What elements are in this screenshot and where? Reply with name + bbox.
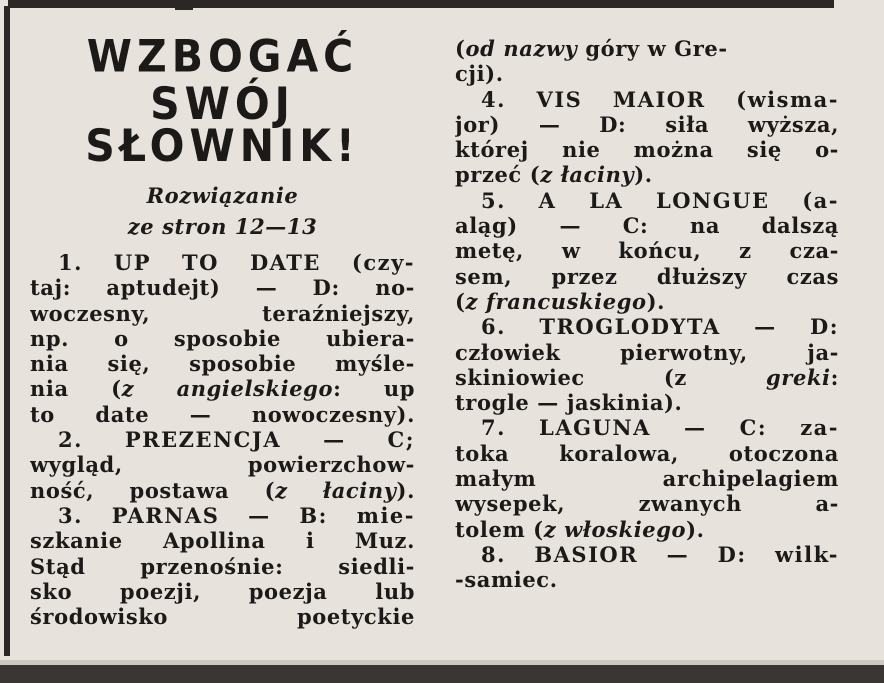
text-run: ( <box>455 36 466 61</box>
entry-3-text-line: środowisko poetyckie <box>30 604 415 630</box>
entry-5-text-line <box>455 289 839 314</box>
language-origin: z łaciny <box>275 477 397 503</box>
left-border-rule <box>4 6 10 656</box>
entry-5-text-line: sem, przez dłuższy czas <box>455 263 839 289</box>
text-run: ). <box>634 162 653 188</box>
language-origin: z francuskiego <box>465 288 647 314</box>
text-run: przeć ( <box>455 162 541 188</box>
text-run: ność, postawa ( <box>30 477 276 503</box>
entry-1-heading-line: 1. UP TO DATE (czy- <box>58 250 415 275</box>
entry-3-text-line: sko poezji, poezja lub <box>30 578 415 604</box>
entry-4-text-line <box>455 162 839 187</box>
text-run: : up <box>333 376 415 402</box>
text-run: : <box>830 364 839 390</box>
left-column <box>30 30 415 630</box>
entry-6-heading-line: 6. TROGLODYTA — D: <box>481 314 839 340</box>
entry-2-text-line <box>30 478 415 503</box>
text-run: ). <box>646 288 666 314</box>
entry-8-heading-line: 8. BASIOR — D: wilk- <box>481 541 839 567</box>
bottom-edge <box>0 665 884 683</box>
entry-5-text-line: metę, w końcu, z cza- <box>455 238 839 264</box>
entry-5-text-line: aląg) — C: na dalszą <box>455 213 839 239</box>
entry-1-text-line: to date — nowoczesny). <box>30 401 415 427</box>
entry-3-text-line: Stąd przenośnie: siedli- <box>30 553 415 579</box>
text-run: tolem ( <box>455 516 544 542</box>
language-origin: greki <box>766 364 831 390</box>
entry-6-text-line <box>455 365 839 390</box>
origin-note: od nazwy <box>465 36 578 61</box>
entry-1-text-line: np. o sposobie ubiera- <box>30 325 415 351</box>
entry-4-text-line: której nie można się o- <box>455 137 839 163</box>
entry-7-text-line: toka koralowa, otoczona <box>455 440 839 466</box>
text-run: góry w Gre- <box>577 36 728 61</box>
language-origin: z angielskiego <box>121 376 334 402</box>
entry-7-heading-line: 7. LAGUNA — C: za- <box>481 415 839 441</box>
entry-2-text-line: wygląd, powierzchow- <box>30 452 415 478</box>
entry-1-text-line: woczesny, teraźniejszy, <box>30 300 415 326</box>
text-run: ). <box>396 477 415 503</box>
subtitle-line-2: ze stron 12—13 <box>127 214 318 239</box>
subtitle-line-1: Rozwiązanie <box>146 183 299 208</box>
entry-8-text-line: -samiec. <box>455 567 558 593</box>
entry-3-text-line <box>455 36 839 61</box>
text-run: ( <box>455 288 466 314</box>
entry-7-text-line: małym archipelagiem <box>455 466 839 492</box>
text-run: ). <box>686 516 705 542</box>
entry-4-heading-line: 4. VIS MAIOR (wisma- <box>481 86 839 112</box>
language-origin: z włoskiego <box>543 516 687 542</box>
entry-1-text-line <box>30 376 415 401</box>
entry-7-text-line <box>455 517 839 542</box>
entry-5-heading-line: 5. A LA LONGUE (a- <box>481 187 839 213</box>
top-border-rule <box>8 0 834 8</box>
entry-4-text-line: jor) — D: siła wyższa, <box>455 111 839 137</box>
entry-7-text-line: wysepek, zwanych a- <box>455 491 839 517</box>
entry-2-heading-line: 2. PREZENCJA — C; <box>58 427 415 453</box>
entry-3-heading-line: 3. PARNAS — B: mie- <box>58 502 415 528</box>
text-run: nia ( <box>30 376 122 402</box>
entry-6-text-line: trogle — jaskinia). <box>455 390 683 416</box>
top-border-notch <box>175 0 193 10</box>
article-title-line-1: WZBOGAĆ SWÓJ <box>86 30 359 130</box>
entry-6-text-line: człowiek pierwotny, ja- <box>455 339 839 365</box>
entry-3-text-line: szkanie Apollina i Muz. <box>30 528 415 554</box>
article-title-line-2: SŁOWNIK! <box>85 120 360 172</box>
entry-3-text-line: cji). <box>455 61 504 87</box>
entry-1-text-line: taj: aptudejt) — D: no- <box>30 275 415 301</box>
right-column <box>455 36 839 593</box>
entry-1-text-line: nia się, sposobie myśle- <box>30 351 415 377</box>
text-run: skiniowiec (z <box>455 364 766 390</box>
language-origin: z łaciny <box>540 162 635 188</box>
